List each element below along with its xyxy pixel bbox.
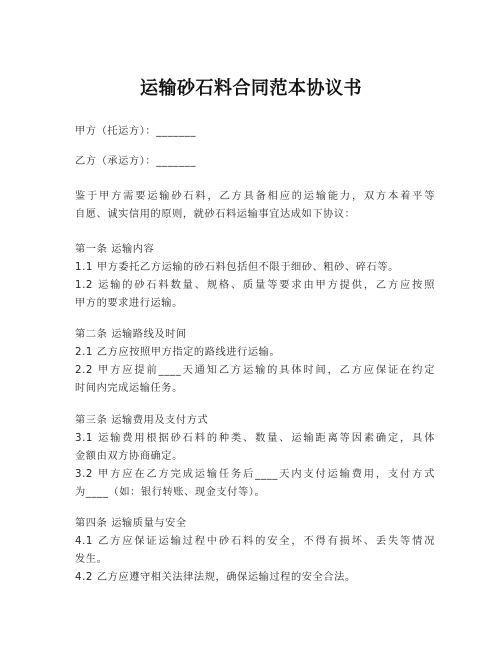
party-b-line: 乙方（承运方）：_______ (75, 156, 197, 167)
party-a-line: 甲方（托运方）：_______ (75, 126, 197, 137)
section-1-clause: 1.2 运输的砂石料数量、规格、质量等要求由甲方提供，乙方应按照 (75, 280, 435, 291)
section-4-clause: 发生。 (75, 554, 108, 565)
section-2-clause: 2.1 乙方应按照甲方指定的路线进行运输。 (75, 347, 281, 358)
section-1-heading: 第一条 运输内容 (75, 244, 155, 255)
section-4-clause: 4.1 乙方应保证运输过程中砂石料的安全，不得有损坏、丢失等情况 (75, 536, 435, 547)
section-4-heading: 第四条 运输质量与安全 (75, 518, 187, 529)
section-1-clause: 甲方的要求进行运输。 (75, 298, 183, 309)
section-2-clause: 2.2 甲方应提前____天通知乙方运输的具体时间，乙方应保证在约定 (75, 365, 435, 376)
section-3-clause: 为____（如：银行转账、现金支付等）。 (75, 487, 266, 498)
section-1-clause: 1.1 甲方委托乙方运输的砂石料包括但不限于细砂、粗砂、碎石等。 (75, 262, 399, 273)
section-2-heading: 第二条 运输路线及时间 (75, 329, 187, 340)
section-3-clause: 3.2 甲方应在乙方完成运输任务后____天内支付运输费用，支付方式 (75, 469, 435, 480)
section-3-clause: 金额由双方协商确定。 (75, 451, 183, 462)
document-title: 运输砂石料合同范本协议书 (140, 78, 362, 99)
preamble-line: 自愿、诚实信用的原则，就砂石料运输事宜达成如下协议： (75, 209, 356, 220)
section-4-clause: 4.2 乙方应遵守相关法律法规，确保运输过程的安全合法。 (75, 572, 356, 583)
section-3-heading: 第三条 运输费用及支付方式 (75, 415, 209, 426)
section-2-clause: 时间内完成运输任务。 (75, 383, 183, 394)
section-3-clause: 3.1 运输费用根据砂石料的种类、数量、运输距离等因素确定，具体 (75, 433, 435, 444)
preamble-line: 鉴于甲方需要运输砂石料，乙方具备相应的运输能力，双方本着平等 (75, 191, 435, 202)
